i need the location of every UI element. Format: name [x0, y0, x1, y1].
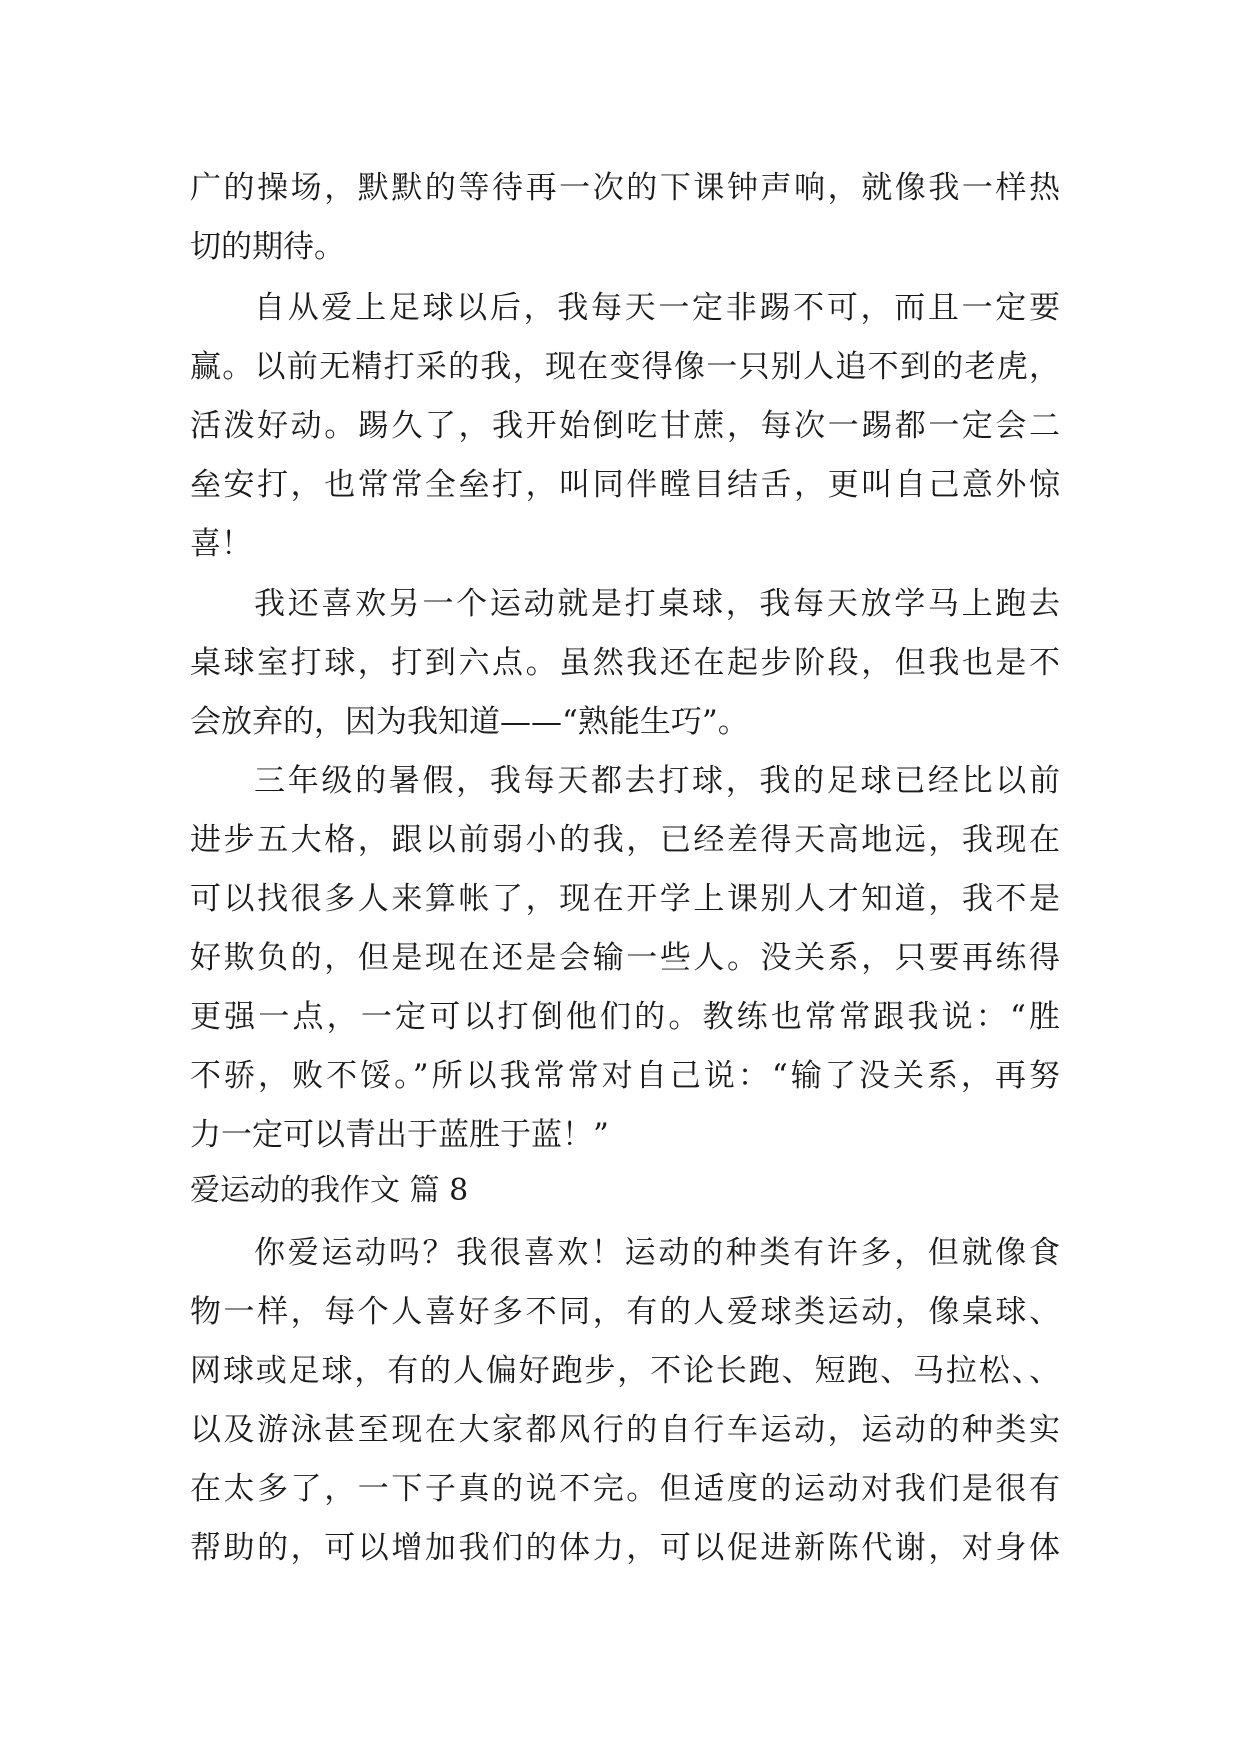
text-line: 在太多了，一下子真的说不完。但适度的运动对我们是很有 — [190, 1471, 1060, 1507]
text-line: 桌球室打球，打到六点。虽然我还在起步阶段，但我也是不 — [190, 645, 1060, 681]
text-line: 网球或足球，有的人偏好跑步，不论长跑、短跑、马拉松、、 — [190, 1353, 1060, 1389]
text-line: 会放弃的，因为我知道——“熟能生巧”。 — [190, 704, 749, 740]
text-line: 自从爱上足球以后，我每天一定非踢不可，而且一定要 — [254, 290, 1060, 326]
text-line: 赢。以前无精打采的我，现在变得像一只别人追不到的老虎， — [190, 349, 1060, 385]
text-line: 物一样，每个人喜好多不同，有的人爱球类运动，像桌球、 — [190, 1294, 1060, 1330]
section-heading: 爱运动的我作文 篇 8 — [190, 1173, 469, 1208]
text-line: 可以找很多人来算帐了，现在开学上课别人才知道，我不是 — [190, 881, 1060, 917]
text-line: 进步五大格，跟以前弱小的我，已经差得天高地远，我现在 — [190, 822, 1060, 858]
text-line: 广的操场，默默的等待再一次的下课钟声响，就像我一样热 — [190, 170, 1060, 206]
text-line: 我还喜欢另一个运动就是打桌球，我每天放学马上跑去 — [254, 586, 1060, 622]
text-line: 力一定可以青出于蓝胜于蓝！” — [190, 1117, 609, 1153]
text-line: 垒安打，也常常全垒打，叫同伴瞠目结舌，更叫自己意外惊 — [190, 467, 1060, 503]
text-line: 不骄，败不馁。”所以我常常对自己说：“输了没关系，再努 — [190, 1058, 1060, 1094]
text-line: 帮助的，可以增加我们的体力，可以促进新陈代谢，对身体 — [190, 1530, 1060, 1566]
text-line: 你爱运动吗？我很喜欢！运动的种类有许多，但就像食 — [254, 1235, 1060, 1271]
text-line: 切的期待。 — [190, 229, 345, 265]
text-line: 更强一点，一定可以打倒他们的。教练也常常跟我说：“胜 — [190, 999, 1060, 1035]
text-line: 好欺负的，但是现在还是会输一些人。没关系，只要再练得 — [190, 940, 1060, 976]
text-line: 三年级的暑假，我每天都去打球，我的足球已经比以前 — [254, 763, 1060, 799]
text-line: 喜！ — [190, 526, 252, 562]
text-line: 以及游泳甚至现在大家都风行的自行车运动，运动的种类实 — [190, 1412, 1060, 1448]
text-line: 活泼好动。踢久了，我开始倒吃甘蔗，每次一踢都一定会二 — [190, 408, 1060, 444]
